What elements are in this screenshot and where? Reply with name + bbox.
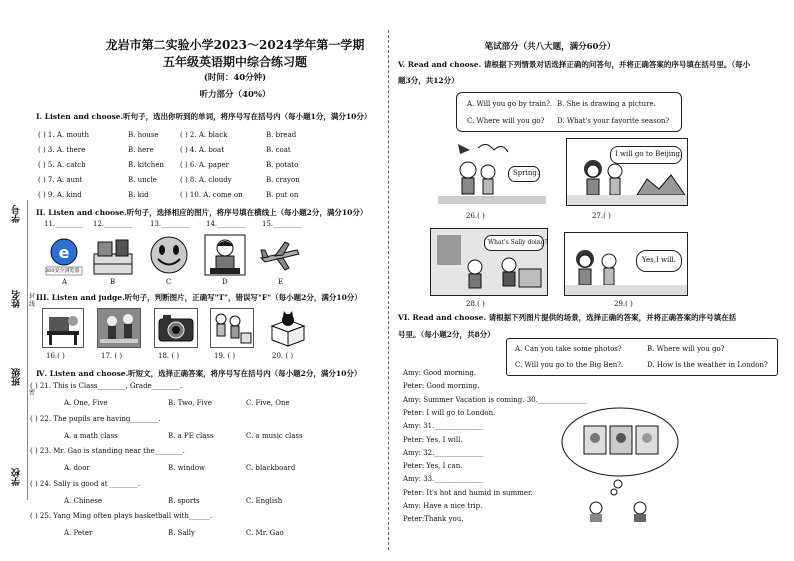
part1-row-5-left-question[interactable]: ( ) 9. A. kind [38, 191, 82, 199]
answer-28[interactable]: 28.( ) [466, 300, 485, 308]
question-23-option-a: A. door [64, 464, 90, 472]
side-label-class: 班级 [12, 368, 22, 386]
cat-in-box-image [268, 308, 308, 348]
children-playing-image [210, 308, 254, 348]
question-24-option-c: C. English [246, 496, 283, 505]
part6-option-c: C. Will you go to the Big Ben?. [515, 361, 624, 369]
secret-mark: 密 [29, 389, 36, 396]
part5-option-b: B. She is drawing a picture. [557, 100, 656, 108]
part6-options-box [506, 338, 778, 376]
browser-logo-label: 360安全浏览器 [45, 268, 80, 274]
dialog-line: Amy: 31.______________ [403, 422, 484, 431]
london-thought-image [560, 404, 680, 522]
part1-row-3-right-question[interactable]: ( ) 6. A. paper [180, 161, 229, 169]
pic-letter-d: D [222, 278, 228, 286]
part3-heading: III. Listen and judge.听句子，判断图片，正确写"T"，错误写"F"（每小题2分，满分10分） [36, 293, 362, 302]
dialog-line: Amy: Summer Vacation is coming. 30.______________ [403, 395, 587, 404]
written-heading: 笔试部分（共八大题，满分60分） [484, 42, 616, 52]
part1-row-4-left-option-b: B. uncle [128, 176, 157, 184]
smiley-face-image [148, 234, 190, 276]
dialog-line: Amy: Have a nice trip. [403, 502, 483, 510]
dialog-line: Peter: It's hot and humid in summer. [403, 488, 533, 497]
dialog-line: Peter: Yes, I will. [403, 435, 463, 444]
blank-15[interactable]: 15.________ [262, 220, 302, 228]
page-divider [388, 30, 389, 550]
question-25-option-b: B. Sally [168, 529, 195, 537]
desk-image [42, 308, 84, 348]
part6-heading-line1: VI. Read and choose. 请根据下列图片提供的场景，选择正确的答案，并将正确答案的序号填在括 [398, 313, 737, 322]
bubble-yes [636, 250, 682, 272]
answer-26[interactable]: 26.( ) [466, 212, 485, 220]
question-21-option-c: C. Five, One [246, 399, 290, 407]
answer-29[interactable]: 29.( ) [614, 300, 633, 308]
pic-letter-a: A [62, 278, 68, 286]
bubble-yes-text: Yes,I will. [642, 256, 676, 264]
part1-row-3-left-option-b: B. kitchen [128, 161, 164, 169]
part1-row-2-right-question[interactable]: ( ) 4. A. boat [180, 146, 225, 154]
judge-18[interactable]: 18. ( ) [158, 352, 180, 360]
part1-row-4-right-question[interactable]: ( ) 8. A. cloudy [180, 176, 232, 184]
question-22-stem[interactable]: ( ) 22. The pupils are having________. [30, 414, 161, 423]
question-21-option-a: A. One, Five [64, 399, 108, 407]
part1-row-2-left-option-b: B. here [128, 146, 154, 154]
pic-letter-c: C [166, 278, 172, 286]
question-21-option-b: B. Two, Five [168, 399, 212, 407]
dialog-line: Peter: Yes, I can. [403, 462, 463, 471]
bubble-spring-text: Spring. [513, 169, 540, 177]
listening-heading: 听力部分（40%） [199, 90, 271, 100]
exam-subtitle: 五年级英语期中综合练习题 [162, 55, 307, 69]
part5-heading-line2: 题3分，共12分） [398, 76, 459, 85]
side-label-name: 姓名 [12, 290, 22, 308]
dialog-line: Amy: 33.______________ [403, 475, 484, 484]
side-label-school: 学校 [12, 468, 22, 486]
camera-image [154, 308, 198, 348]
dialog-line: Peter:Thank you. [403, 515, 464, 524]
question-23-option-c: C. blackboard [246, 464, 296, 472]
question-21-stem[interactable]: ( ) 21. This is Class________, Grade________. [30, 382, 182, 390]
question-22-option-a: A. a math class [64, 431, 118, 440]
question-25-stem[interactable]: ( ) 25. Yang Ming often plays basketball with______. [30, 512, 213, 520]
side-label-id: 学号 [12, 205, 22, 223]
part6-heading-line2: 号里。（每小题2分，共8分） [398, 330, 495, 339]
bubble-beijing-text: I will go to Beijing. [615, 150, 683, 158]
part5-option-a: A. Will you go by train?. [467, 100, 553, 108]
part1-row-5-right-question[interactable]: ( ) 10. A. come on [180, 191, 243, 199]
blank-14[interactable]: 14.________ [206, 220, 246, 228]
dialog-line: Peter: I will go to London. [403, 408, 496, 417]
question-23-stem[interactable]: ( ) 23. Mr. Gao is standing near the________. [30, 447, 185, 455]
answer-27[interactable]: 27.( ) [592, 212, 611, 220]
part1-row-3-left-question[interactable]: ( ) 5. A. catch [38, 161, 86, 169]
part1-row-2-left-question[interactable]: ( ) 3. A. there [38, 146, 86, 154]
line-mark: 线 [29, 301, 36, 308]
seal-mark: 封 [29, 293, 36, 300]
part2-heading: II. Listen and choose.听句子，选择相应的图片，将序号填在横线上（每小题2分，满分10分） [36, 208, 368, 217]
part1-row-1-right-question[interactable]: ( ) 2. A. black [180, 131, 228, 139]
part1-row-5-right-option-b: B. put on [266, 191, 299, 199]
judge-17[interactable]: 17. ( ) [101, 352, 123, 360]
part1-row-3-right-option-b: B. potato [266, 161, 299, 169]
part1-row-4-left-question[interactable]: ( ) 7. A. aunt [38, 176, 83, 184]
part1-row-2-right-option-b: B. coat [266, 146, 291, 154]
question-22-option-b: B. a PE class [168, 431, 214, 440]
svg-text:e: e [58, 243, 70, 262]
judge-19[interactable]: 19. ( ) [214, 352, 236, 360]
blank-13[interactable]: 13.________ [150, 220, 190, 228]
part1-row-1-left-option-b: B. house [128, 131, 159, 139]
dialog-line: Peter: Good morning. [403, 382, 480, 391]
exam-time: (时间：40分钟) [203, 73, 267, 83]
dialog-line: Amy: 32.______________ [403, 448, 484, 457]
seal-line [27, 200, 29, 500]
question-25-option-c: C. Mr. Gao [246, 529, 284, 537]
dialog-line: Amy: Good morning. [403, 369, 477, 377]
part1-row-4-right-option-b: B. crayon [266, 176, 300, 184]
part6-option-a: A. Can you take some photos? [515, 345, 622, 353]
part1-row-1-left-question[interactable]: ( ) 1. A. mouth [38, 131, 90, 139]
exam-title: 龙岩市第二实验小学2023～2024学年第一学期 [105, 38, 365, 52]
judge-16[interactable]: 16.( ) [46, 352, 65, 360]
part5-option-d: D. What's your favorite season? [557, 117, 670, 125]
question-25-option-a: A. Peter [64, 529, 93, 537]
question-24-option-a: A. Chinese [64, 496, 102, 505]
pic-letter-e: E [278, 278, 284, 286]
blank-12[interactable]: 12.________ [93, 220, 133, 228]
bubble-spring [508, 166, 540, 182]
part5-options-box [456, 92, 682, 132]
pic-letter-b: B [110, 278, 116, 286]
boy-image [204, 234, 246, 276]
blank-11[interactable]: 11.________ [44, 220, 84, 228]
question-24-option-b: B. sports [168, 496, 200, 505]
part6-option-d: D. How is the weather in London? [647, 361, 768, 369]
bubble-beijing [610, 146, 682, 164]
bubble-sally [484, 235, 548, 251]
part6-option-b: B. Where will you go? [647, 345, 725, 353]
part1-heading: I. Listen and choose.听句子，选出你听到的单词，将序号写在括号内（每小题1分，满分10分） [36, 112, 372, 121]
part4-heading: Ⅳ. Listen and choose.听短文，选择正确答案，将序号写在括号内（每小题2分，满分10分） [36, 369, 362, 378]
bubble-sally-text: What's Sally doing? [488, 239, 548, 246]
part5-option-c: C. Where will you go? [467, 117, 545, 125]
table-tennis-image [97, 308, 141, 348]
part1-row-5-left-option-b: B. kid [128, 191, 149, 199]
part1-row-1-right-option-b: B. bread [266, 131, 297, 139]
question-24-stem[interactable]: ( ) 24. Sally is good at ________. [30, 479, 141, 488]
browser-logo-image [43, 234, 85, 276]
question-23-option-b: B. window [168, 464, 206, 472]
kitchen-image [92, 236, 134, 276]
part5-heading-line1: V. Read and choose. 请根据下列情景对话选择正确的问答句，并将正确答案的序号填在括号里。（每小 [398, 60, 751, 69]
judge-20[interactable]: 20. ( ) [272, 352, 294, 360]
airplane-image [259, 236, 301, 276]
question-22-option-c: C. a music class [246, 431, 303, 440]
